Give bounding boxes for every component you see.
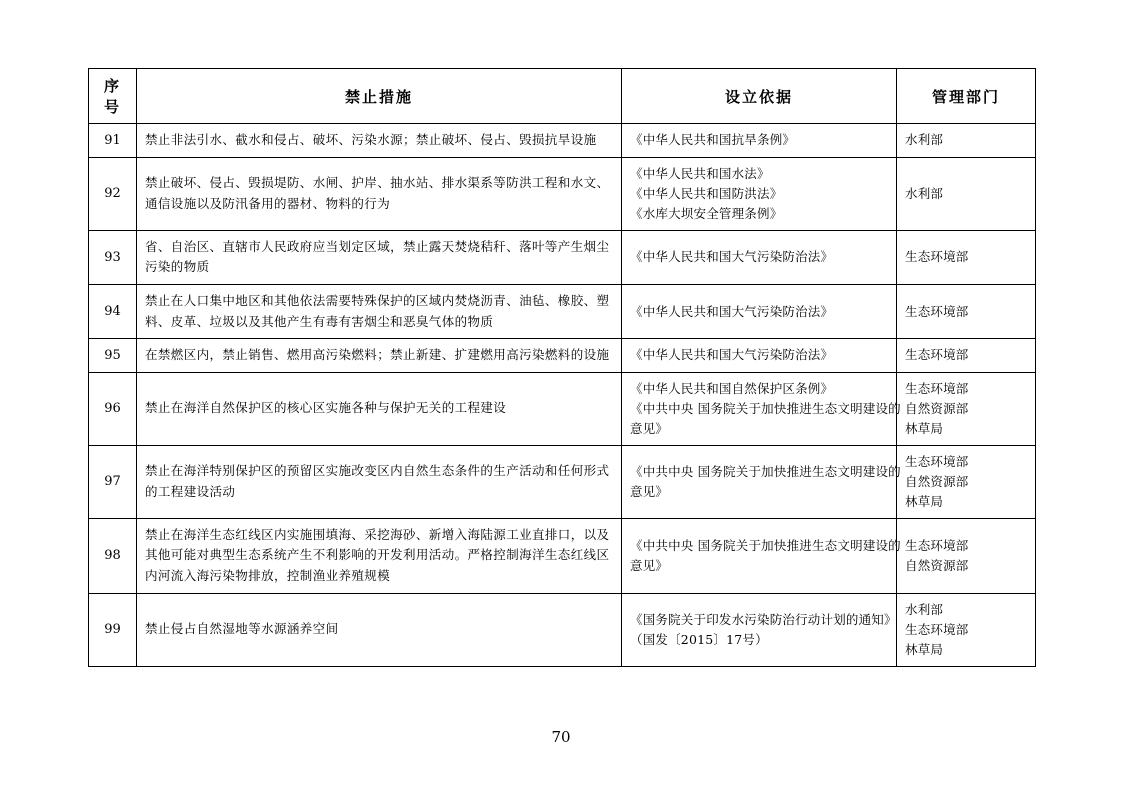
table-row	[89, 445, 1036, 518]
cell-no: 97	[89, 445, 137, 518]
cell-dept-line: 自然资源部	[905, 400, 969, 416]
cell-basis	[622, 593, 897, 666]
cell-basis	[622, 372, 901, 445]
cell-basis-line: 《水库大坝安全管理条例》	[630, 205, 783, 221]
cell-measure-line: 禁止侵占自然湿地等水源涵养空间	[145, 621, 339, 637]
cell-dept-line: 生态环境部	[905, 537, 969, 553]
cell-basis	[622, 157, 897, 230]
cell-measure	[137, 445, 622, 518]
cell-dept-line: 林草局	[905, 493, 944, 509]
cell-measure-line: 的工程建设活动	[145, 483, 236, 499]
column-header-basis: 设立依据	[622, 69, 897, 124]
cell-basis-line: 意见》	[630, 483, 669, 499]
cell-basis-line: 《中华人民共和国大气污染防治法》	[630, 249, 834, 265]
cell-measure-lines	[145, 130, 613, 151]
cell-dept-lines	[905, 536, 1027, 576]
table-row	[89, 230, 1036, 284]
table-row	[89, 372, 1036, 445]
cell-dept-lines	[905, 345, 1027, 365]
table-body	[89, 124, 1036, 667]
cell-basis-line: 《中华人民共和国大气污染防治法》	[630, 347, 834, 363]
cell-basis-line: 意见》	[630, 557, 669, 573]
cell-basis-line: 《中共中央 国务院关于加快推进生态文明建设的	[630, 463, 901, 479]
cell-basis-lines	[630, 536, 901, 576]
cell-basis-line: 《国务院关于印发水污染防治行动计划的通知》	[630, 611, 897, 627]
cell-measure	[137, 593, 622, 666]
cell-basis-line: 《中华人民共和国水法》	[630, 165, 770, 181]
cell-measure-line: 禁止非法引水、截水和侵占、破坏、污染水源；禁止破坏、侵占、毁损抗旱设施	[145, 132, 597, 147]
cell-basis-lines	[630, 379, 901, 439]
cell-basis-line: 《中华人民共和国自然保护区条例》	[630, 380, 834, 396]
cell-measure-lines	[145, 345, 613, 366]
table-row	[89, 518, 1036, 593]
column-header-measure: 禁止措施	[137, 69, 622, 124]
cell-measure-lines	[145, 291, 613, 332]
cell-measure-lines	[145, 525, 613, 587]
cell-dept-line: 自然资源部	[905, 473, 969, 489]
cell-basis-line: 《中共中央 国务院关于加快推进生态文明建设的	[630, 400, 901, 416]
cell-measure-line: 其他可能对典型生态系统产生不利影响的开发利用活动。严格控制海洋生态红线区	[145, 547, 610, 563]
cell-basis	[622, 445, 901, 518]
cell-measure	[137, 230, 622, 284]
cell-measure-line: 料、皮革、垃圾以及其他产生有毒有害烟尘和恶臭气体的物质	[145, 313, 494, 329]
cell-dept-line: 自然资源部	[905, 557, 969, 573]
cell-dept-lines	[905, 600, 1027, 660]
cell-measure-line: 禁止在海洋自然保护区的核心区实施各种与保护无关的工程建设	[145, 400, 507, 416]
cell-dept	[897, 445, 1036, 518]
cell-measure-line: 禁止破坏、侵占、毁损堤防、水闸、护岸、抽水站、排水渠系等防洪工程和水文、	[145, 175, 610, 190]
table-row	[89, 593, 1036, 666]
cell-dept-lines	[905, 247, 1027, 267]
table-row	[89, 284, 1036, 338]
cell-dept-line: 生态环境部	[905, 380, 969, 396]
cell-dept	[897, 372, 1036, 445]
cell-basis-line: 《中华人民共和国防洪法》	[630, 185, 783, 201]
cell-basis-line: 《中华人民共和国大气污染防治法》	[630, 303, 834, 319]
cell-dept-line: 水利部	[905, 185, 944, 201]
cell-dept	[897, 593, 1036, 666]
cell-dept-lines	[905, 184, 1027, 204]
cell-no: 94	[89, 284, 137, 338]
cell-dept-line: 水利部	[905, 132, 944, 148]
cell-measure-lines	[145, 237, 613, 278]
cell-basis	[622, 284, 897, 338]
cell-measure	[137, 124, 622, 158]
cell-measure-lines	[145, 398, 613, 419]
prohibition-measures-table	[88, 68, 1036, 667]
cell-measure	[137, 372, 622, 445]
cell-basis	[622, 339, 897, 373]
table-row	[89, 157, 1036, 230]
cell-no: 99	[89, 593, 137, 666]
cell-basis-lines	[630, 462, 901, 502]
table-row	[89, 339, 1036, 373]
cell-dept-line: 生态环境部	[905, 453, 969, 469]
cell-measure	[137, 518, 622, 593]
cell-dept-line: 生态环境部	[905, 621, 969, 637]
cell-dept-lines	[905, 379, 1027, 439]
table-header	[89, 69, 1036, 124]
cell-basis-lines	[630, 345, 888, 365]
table-row	[89, 124, 1036, 158]
cell-dept	[897, 230, 1036, 284]
cell-measure	[137, 157, 622, 230]
cell-measure-line: 污染的物质	[145, 259, 210, 275]
cell-measure	[137, 284, 622, 338]
cell-basis-line: 意见》	[630, 420, 669, 436]
cell-basis-line: 《中共中央 国务院关于加快推进生态文明建设的	[630, 537, 901, 553]
page-number: 70	[551, 728, 571, 746]
cell-measure-lines	[145, 461, 613, 502]
cell-measure-line: 在禁燃区内，禁止销售、燃用高污染燃料；禁止新建、扩建燃用高污染燃料的设施	[145, 347, 610, 363]
cell-basis-lines	[630, 130, 888, 150]
cell-measure-line: 禁止在海洋生态红线区内实施围填海、采挖海砂、新增入海陆源工业直排口，以及	[145, 526, 610, 542]
cell-basis	[622, 124, 897, 158]
cell-no: 91	[89, 124, 137, 158]
cell-dept-line: 生态环境部	[905, 249, 969, 265]
cell-measure-line: 禁止在海洋特别保护区的预留区实施改变区内自然生态条件的生产活动和任何形式	[145, 463, 610, 479]
column-header-dept: 管理部门	[897, 69, 1036, 124]
cell-basis-lines	[630, 247, 888, 267]
cell-basis	[622, 230, 897, 284]
cell-no: 92	[89, 157, 137, 230]
cell-measure-line: 通信设施以及防汛备用的器材、物料的行为	[145, 195, 391, 211]
cell-measure-line: 禁止在人口集中地区和其他依法需要特殊保护的区域内焚烧沥青、油毡、橡胶、塑	[145, 292, 610, 308]
cell-basis-lines	[630, 302, 888, 322]
cell-dept-lines	[905, 130, 1027, 150]
cell-dept	[897, 518, 1036, 593]
cell-basis-lines	[630, 164, 888, 224]
cell-basis-line: （国发〔2015〕17号）	[630, 631, 768, 647]
cell-dept-line: 林草局	[905, 641, 944, 657]
cell-measure-line: 省、自治区、直辖市人民政府应当划定区域，禁止露天焚烧秸秆、落叶等产生烟尘	[145, 238, 610, 254]
cell-dept-line: 生态环境部	[905, 303, 969, 319]
cell-no: 96	[89, 372, 137, 445]
cell-measure	[137, 339, 622, 373]
cell-dept	[897, 339, 1036, 373]
cell-measure-lines	[145, 173, 613, 214]
cell-dept-line: 水利部	[905, 601, 944, 617]
table-header-row	[89, 69, 1036, 124]
cell-dept-line: 林草局	[905, 420, 944, 436]
cell-dept-lines	[905, 452, 1027, 512]
cell-dept-line: 生态环境部	[905, 347, 969, 363]
cell-no: 98	[89, 518, 137, 593]
cell-basis	[622, 518, 901, 593]
column-header-no: 序号	[89, 69, 137, 124]
cell-dept	[897, 157, 1036, 230]
cell-basis-lines	[630, 610, 897, 650]
cell-no: 93	[89, 230, 137, 284]
cell-dept	[897, 124, 1036, 158]
cell-dept	[897, 284, 1036, 338]
cell-measure-lines	[145, 619, 613, 640]
cell-dept-lines	[905, 302, 1027, 322]
cell-measure-line: 内河流入海污染物排放，控制渔业养殖规模	[145, 568, 391, 583]
cell-basis-line: 《中华人民共和国抗旱条例》	[630, 132, 796, 148]
cell-no: 95	[89, 339, 137, 373]
